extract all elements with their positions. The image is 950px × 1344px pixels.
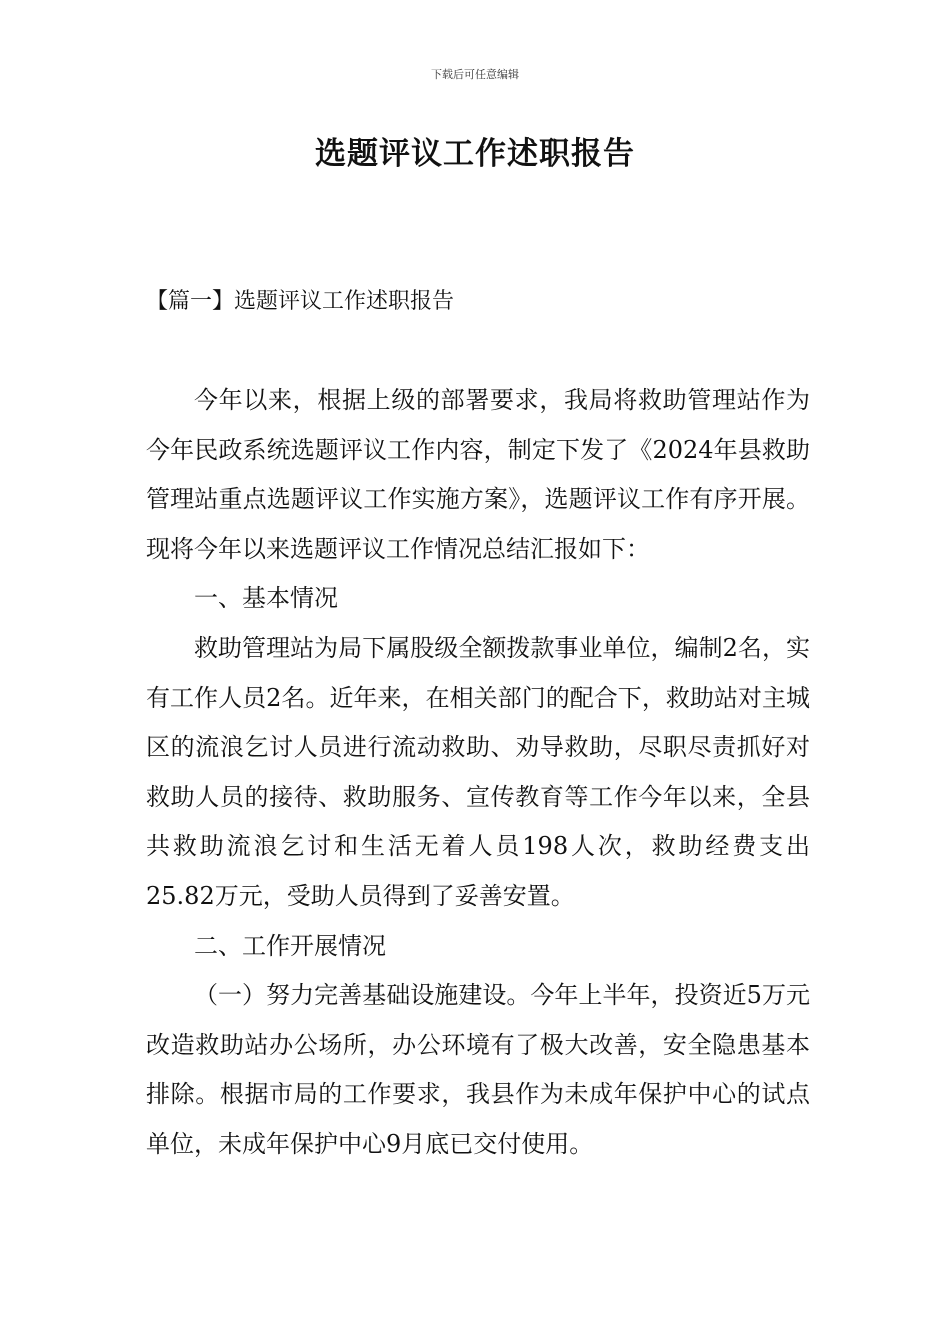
section-heading: 【篇一】选题评议工作述职报告 — [146, 289, 455, 314]
document-title: 选题评议工作述职报告 — [315, 136, 635, 172]
paragraph-intro: 今年以来，根据上级的部署要求，我局将救助管理站作为今年民政系统选题评议工作内容，制定下发了《2024年县救助管理站重点选题评议工作实施方案》，选题评议工作有序开展。现将今年以来选题评议工作情况总结汇报如下： — [146, 386, 810, 563]
heading-work-progress: 二、工作开展情况 — [194, 931, 386, 960]
document-body — [146, 376, 810, 1170]
heading-basic-situation: 一、基本情况 — [194, 584, 338, 613]
header-note: 下载后可任意编辑 — [431, 68, 519, 81]
paragraph-basic-situation: 救助管理站为局下属股级全额拨款事业单位，编制2名，实有工作人员2名。近年来，在相关部门的配合下，救助站对主城区的流浪乞讨人员进行流动救助、劝导救助，尽职尽责抓好对救助人员的接待、救助服务、宣传教育等工作今年以来，全县共救助流浪乞讨和生活无着人员198人次，救助经费支出25.82万元，受助人员得到了妥善安置。 — [146, 633, 810, 910]
paragraph-infrastructure: （一）努力完善基础设施建设。今年上半年，投资近5万元改造救助站办公场所，办公环境有了极大改善，安全隐患基本排除。根据市局的工作要求，我县作为未成年保护中心的试点单位，未成年保护中心9月底已交付使用。 — [146, 981, 810, 1158]
